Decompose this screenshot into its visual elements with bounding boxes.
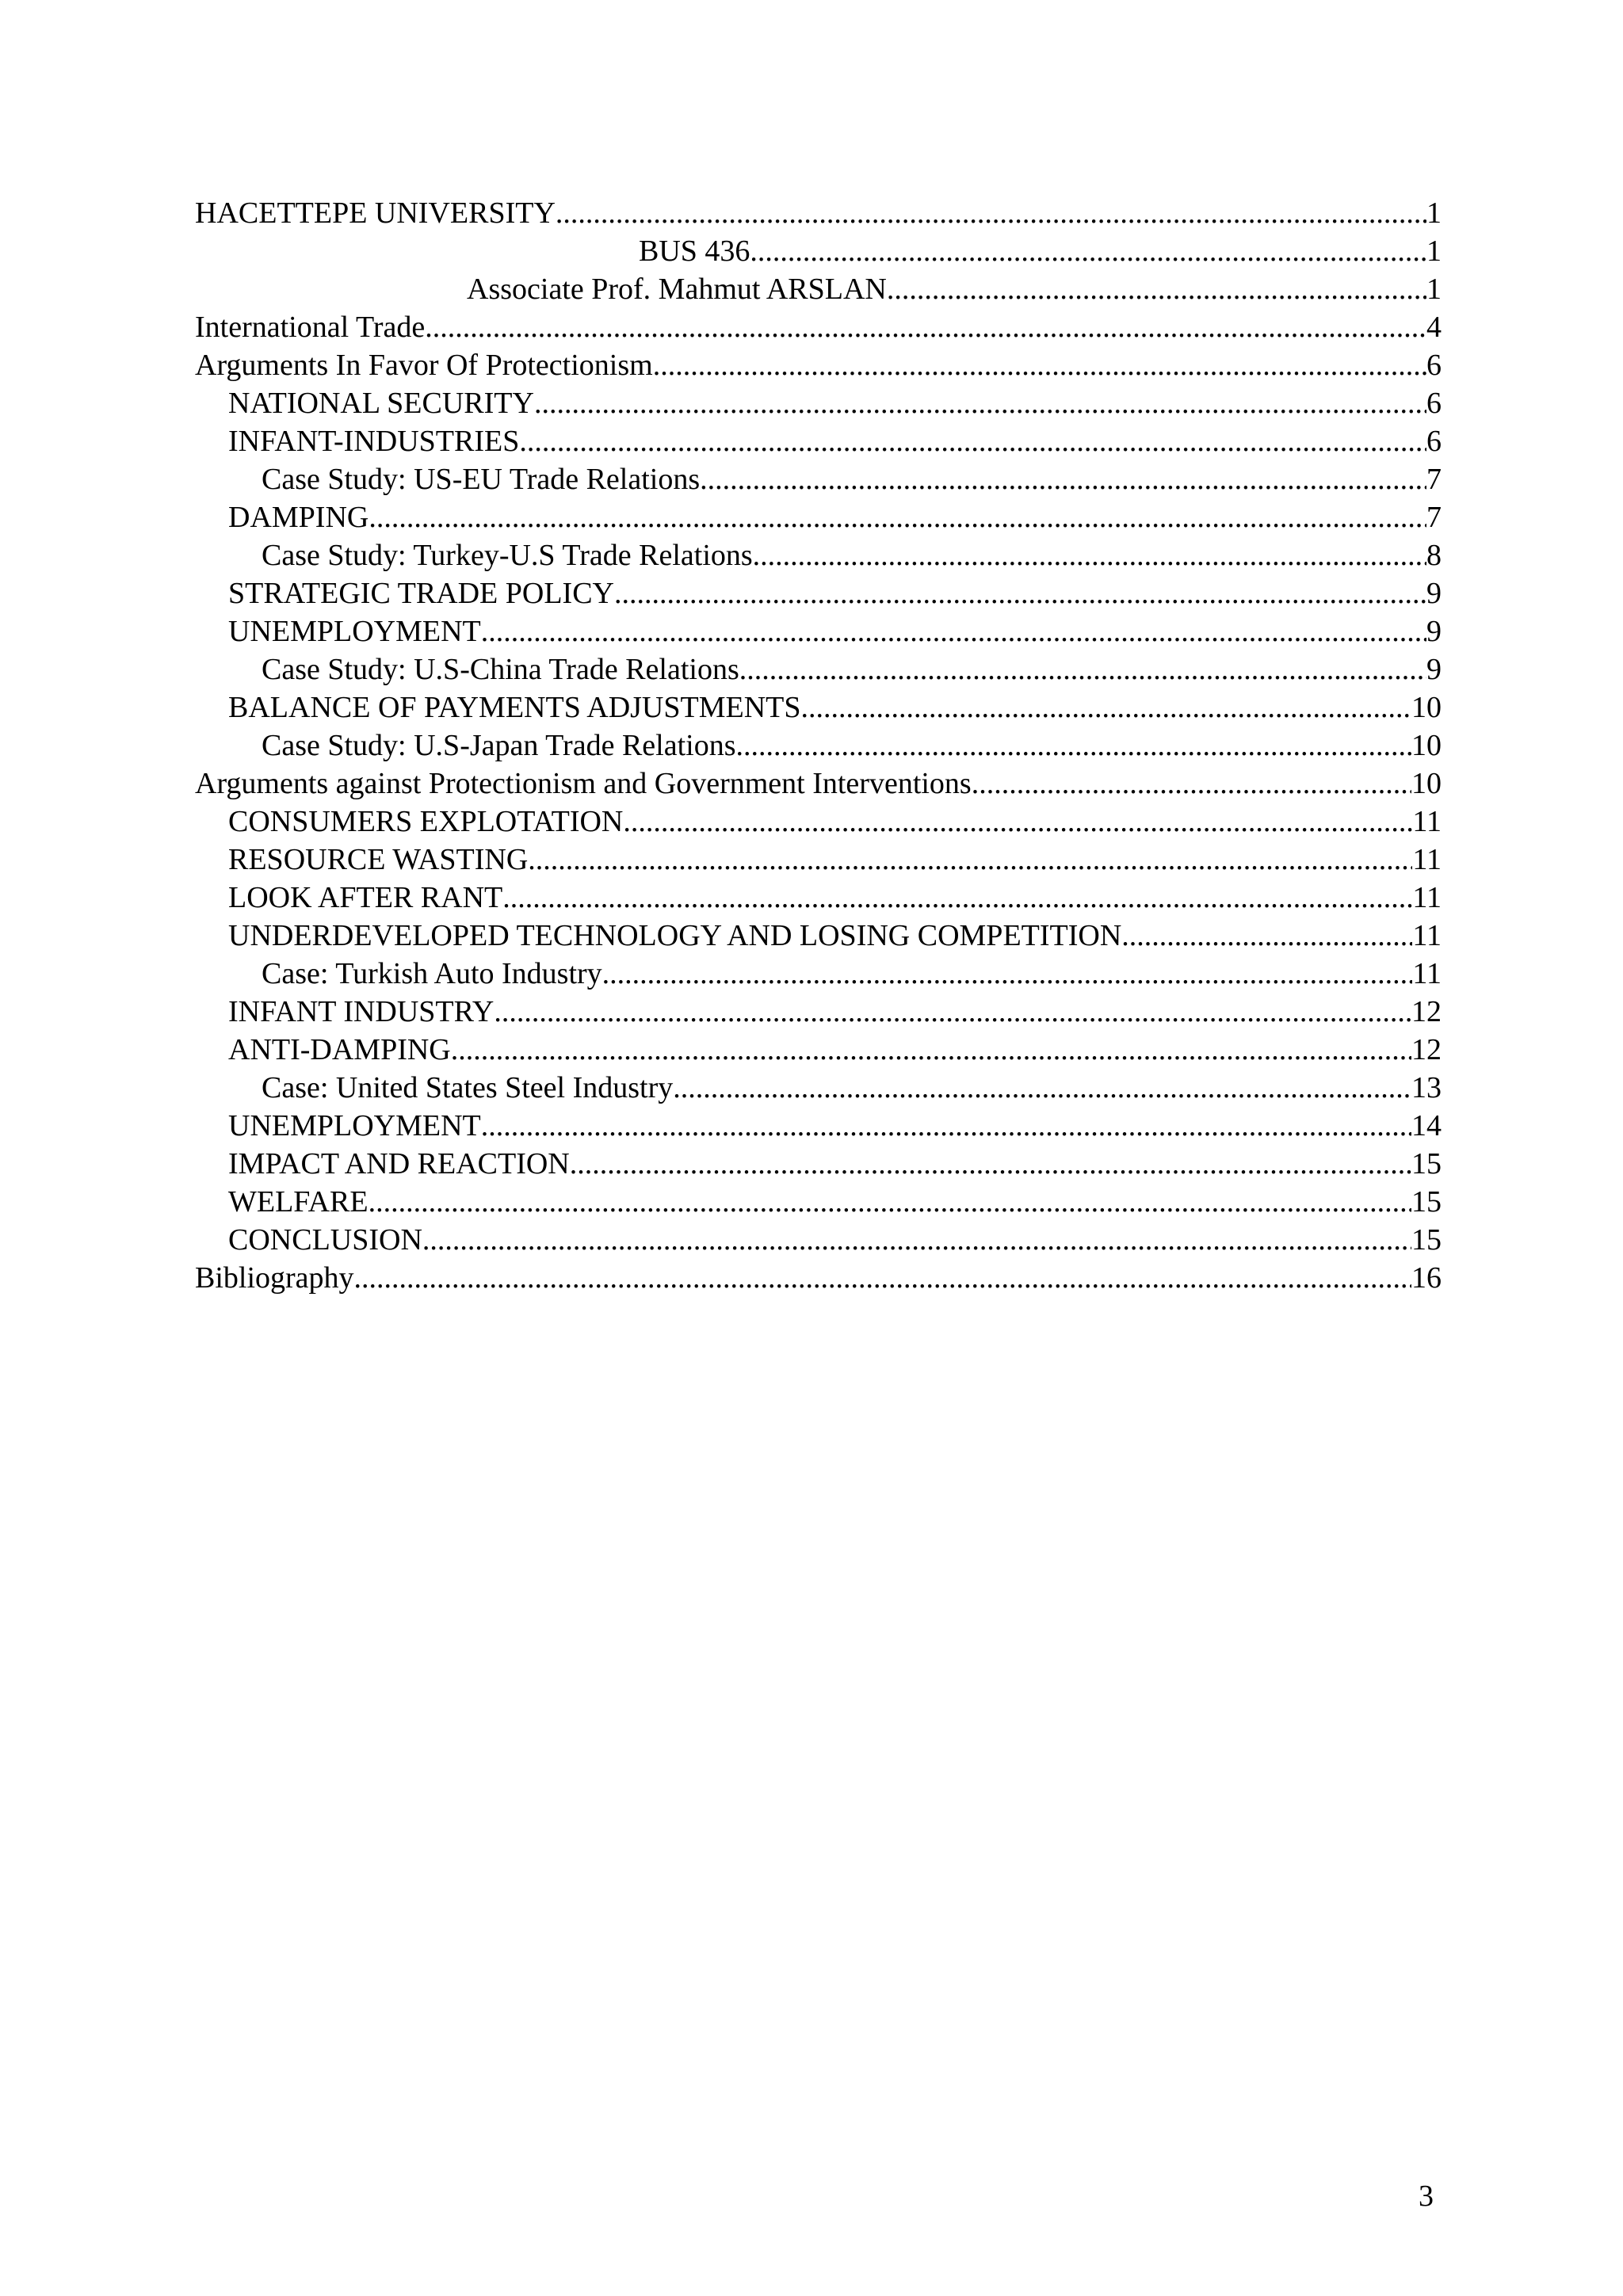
toc-entry-bus-436[interactable] bbox=[195, 232, 1442, 270]
toc-entry-arguments-against[interactable] bbox=[195, 765, 1442, 803]
toc-entry-unemployment[interactable] bbox=[195, 612, 1442, 650]
toc-entry-page: 15 bbox=[1411, 1223, 1442, 1257]
toc-entry-label: Arguments against Protectionism and Government Interventions bbox=[195, 767, 972, 800]
toc-entry-case-turkish-auto[interactable] bbox=[195, 955, 1442, 993]
toc-entry-page: 4 bbox=[1426, 311, 1442, 344]
toc-leader-dots bbox=[602, 955, 1413, 993]
toc-leader-dots bbox=[481, 612, 1426, 650]
toc-entry-label: CONCLUSION bbox=[228, 1223, 422, 1257]
toc-leader-dots bbox=[528, 841, 1412, 879]
toc-entry-arguments-in-favor[interactable] bbox=[195, 346, 1442, 384]
toc-entry-label: BALANCE OF PAYMENTS ADJUSTMENTS bbox=[228, 691, 801, 724]
toc-entry-label: Case Study: Turkey-U.S Trade Relations bbox=[262, 539, 753, 572]
toc-entry-page: 10 bbox=[1411, 691, 1442, 724]
toc-leader-dots bbox=[1121, 917, 1412, 955]
toc-entry-label: DAMPING bbox=[228, 501, 369, 534]
toc-entry-conclusion[interactable] bbox=[195, 1221, 1442, 1259]
toc-entry-unemployment-2[interactable] bbox=[195, 1107, 1442, 1145]
toc-leader-dots bbox=[739, 650, 1426, 688]
toc-entry-case-us-eu[interactable] bbox=[195, 460, 1442, 498]
toc-leader-dots bbox=[801, 688, 1411, 727]
toc-leader-dots bbox=[673, 1069, 1411, 1107]
toc-entry-label: Case Study: US-EU Trade Relations bbox=[262, 463, 701, 496]
toc-entry-page: 12 bbox=[1411, 995, 1442, 1028]
toc-entry-label: BUS 436 bbox=[639, 235, 750, 268]
toc-entry-label: Case Study: U.S-China Trade Relations bbox=[262, 653, 739, 686]
toc-entry-page: 1 bbox=[1426, 235, 1442, 268]
toc-leader-dots bbox=[750, 232, 1426, 270]
toc-entry-page: 13 bbox=[1411, 1071, 1442, 1104]
toc-entry-international-trade[interactable] bbox=[195, 308, 1442, 346]
toc-leader-dots bbox=[556, 194, 1426, 232]
toc-leader-dots bbox=[614, 574, 1426, 612]
toc-entry-page: 14 bbox=[1411, 1109, 1442, 1142]
table-of-contents bbox=[195, 194, 1442, 1297]
toc-entry-label: LOOK AFTER RANT bbox=[228, 881, 503, 914]
toc-entry-label: Bibliography bbox=[195, 1261, 354, 1295]
toc-entry-page: 7 bbox=[1426, 463, 1442, 496]
toc-entry-case-us-china[interactable] bbox=[195, 650, 1442, 688]
toc-entry-infant-industries[interactable] bbox=[195, 422, 1442, 460]
toc-entry-infant-industry[interactable] bbox=[195, 993, 1442, 1031]
toc-entry-page: 10 bbox=[1411, 767, 1442, 800]
toc-entry-consumers-explotation[interactable] bbox=[195, 803, 1442, 841]
toc-entry-underdeveloped-technology[interactable] bbox=[195, 917, 1442, 955]
page-number: 3 bbox=[1419, 2180, 1434, 2213]
toc-entry-label: Case: United States Steel Industry bbox=[262, 1071, 674, 1104]
toc-entry-page: 12 bbox=[1411, 1033, 1442, 1066]
toc-entry-label: STRATEGIC TRADE POLICY bbox=[228, 577, 614, 610]
toc-entry-case-us-steel[interactable] bbox=[195, 1069, 1442, 1107]
toc-leader-dots bbox=[422, 1221, 1411, 1259]
toc-entry-label: INFANT INDUSTRY bbox=[228, 995, 495, 1028]
toc-entry-strategic-trade-policy[interactable] bbox=[195, 574, 1442, 612]
toc-entry-page: 15 bbox=[1411, 1147, 1442, 1180]
toc-leader-dots bbox=[887, 270, 1426, 308]
toc-entry-associate-prof[interactable] bbox=[195, 270, 1442, 308]
toc-entry-page: 6 bbox=[1426, 425, 1442, 458]
toc-entry-label: Associate Prof. Mahmut ARSLAN bbox=[467, 273, 887, 306]
toc-entry-impact-and-reaction[interactable] bbox=[195, 1145, 1442, 1183]
toc-entry-label: ANTI-DAMPING bbox=[228, 1033, 451, 1066]
toc-leader-dots bbox=[354, 1259, 1411, 1297]
toc-entry-damping[interactable] bbox=[195, 498, 1442, 536]
toc-leader-dots bbox=[502, 879, 1412, 917]
toc-entry-page: 9 bbox=[1426, 577, 1442, 610]
toc-entry-label: Case Study: U.S-Japan Trade Relations bbox=[262, 729, 736, 762]
toc-entry-case-us-japan[interactable] bbox=[195, 727, 1442, 765]
toc-entry-page: 1 bbox=[1426, 196, 1442, 230]
toc-entry-label: Case: Turkish Auto Industry bbox=[262, 957, 602, 990]
toc-entry-label: UNEMPLOYMENT bbox=[228, 615, 481, 648]
toc-entry-page: 8 bbox=[1426, 539, 1442, 572]
toc-entry-balance-of-payments[interactable] bbox=[195, 688, 1442, 727]
toc-entry-case-turkey-us[interactable] bbox=[195, 536, 1442, 574]
toc-entry-page: 9 bbox=[1426, 653, 1442, 686]
toc-entry-page: 6 bbox=[1426, 349, 1442, 382]
toc-entry-label: INFANT-INDUSTRIES bbox=[228, 425, 520, 458]
toc-entry-label: IMPACT AND REACTION bbox=[228, 1147, 570, 1180]
toc-leader-dots bbox=[735, 727, 1411, 765]
toc-entry-label: International Trade bbox=[195, 311, 426, 344]
toc-leader-dots bbox=[519, 422, 1426, 460]
toc-entry-label: UNEMPLOYMENT bbox=[228, 1109, 481, 1142]
toc-entry-bibliography[interactable] bbox=[195, 1259, 1442, 1297]
toc-entry-national-security[interactable] bbox=[195, 384, 1442, 422]
toc-entry-page: 11 bbox=[1412, 919, 1442, 952]
toc-entry-page: 11 bbox=[1412, 843, 1442, 876]
toc-leader-dots bbox=[369, 1183, 1411, 1221]
toc-leader-dots bbox=[534, 384, 1426, 422]
toc-entry-label: CONSUMERS EXPLOTATION bbox=[228, 805, 624, 838]
toc-leader-dots bbox=[653, 346, 1426, 384]
toc-leader-dots bbox=[570, 1145, 1411, 1183]
toc-entry-label: WELFARE bbox=[228, 1185, 369, 1219]
toc-entry-page: 1 bbox=[1426, 273, 1442, 306]
toc-entry-page: 15 bbox=[1411, 1185, 1442, 1219]
toc-entry-label: UNDERDEVELOPED TECHNOLOGY AND LOSING COMPETITION bbox=[228, 919, 1122, 952]
toc-entry-page: 10 bbox=[1411, 729, 1442, 762]
toc-leader-dots bbox=[972, 765, 1411, 803]
toc-entry-welfare[interactable] bbox=[195, 1183, 1442, 1221]
toc-entry-page: 9 bbox=[1426, 615, 1442, 648]
toc-entry-hacettepe-university[interactable] bbox=[195, 194, 1442, 232]
toc-entry-anti-damping[interactable] bbox=[195, 1031, 1442, 1069]
toc-entry-page: 6 bbox=[1426, 387, 1442, 420]
toc-entry-page: 11 bbox=[1412, 805, 1442, 838]
toc-entry-label: RESOURCE WASTING bbox=[228, 843, 529, 876]
toc-entry-page: 11 bbox=[1412, 881, 1442, 914]
toc-entry-page: 7 bbox=[1426, 501, 1442, 534]
toc-entry-label: NATIONAL SECURITY bbox=[228, 387, 534, 420]
toc-entry-page: 16 bbox=[1411, 1261, 1442, 1295]
toc-leader-dots bbox=[494, 993, 1411, 1031]
toc-entry-page: 11 bbox=[1412, 957, 1442, 990]
toc-leader-dots bbox=[481, 1107, 1411, 1145]
toc-entry-look-after-rant[interactable] bbox=[195, 879, 1442, 917]
toc-leader-dots bbox=[451, 1031, 1411, 1069]
toc-entry-label: Arguments In Favor Of Protectionism bbox=[195, 349, 653, 382]
toc-entry-resource-wasting[interactable] bbox=[195, 841, 1442, 879]
toc-leader-dots bbox=[623, 803, 1412, 841]
toc-leader-dots bbox=[369, 498, 1426, 536]
toc-leader-dots bbox=[425, 308, 1426, 346]
toc-entry-label: HACETTEPE UNIVERSITY bbox=[195, 196, 556, 230]
toc-leader-dots bbox=[753, 536, 1426, 574]
toc-leader-dots bbox=[700, 460, 1426, 498]
